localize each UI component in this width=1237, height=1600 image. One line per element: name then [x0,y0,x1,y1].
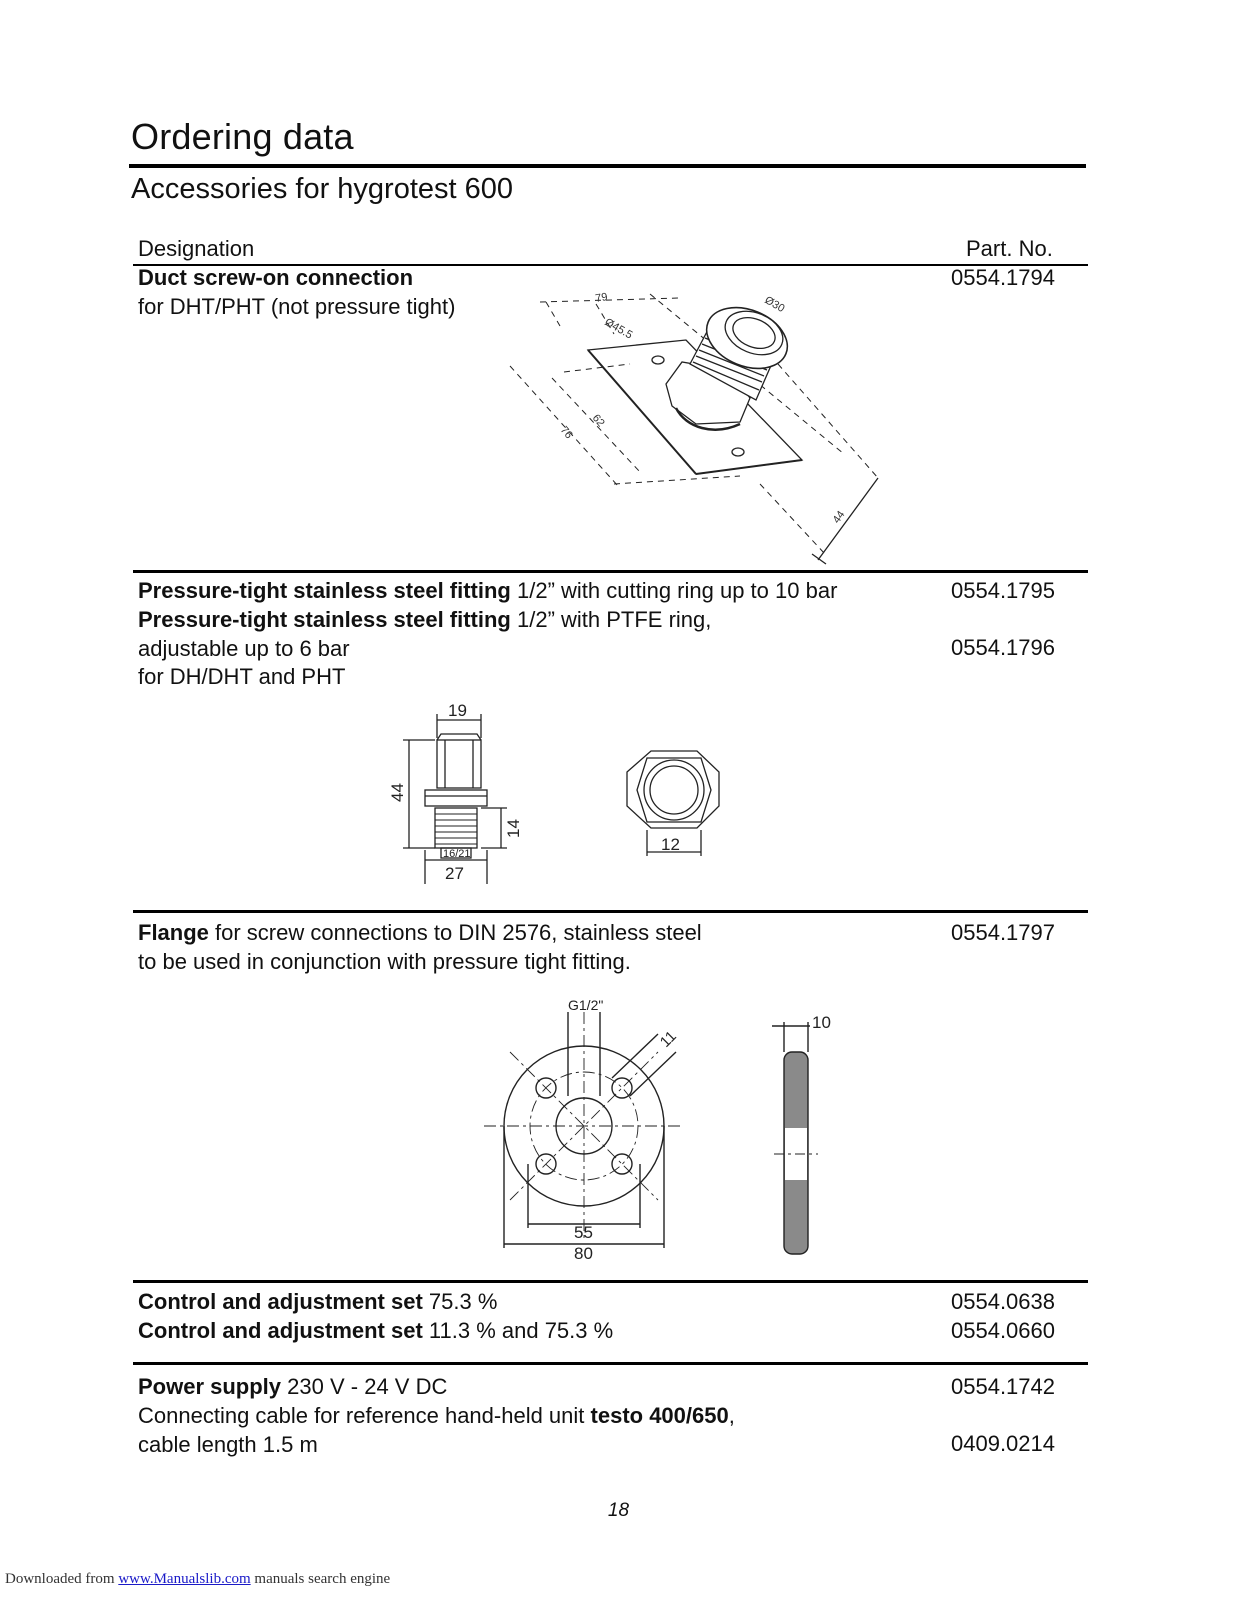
svg-text:11: 11 [656,1027,680,1051]
item-control-set-11-75: Control and adjustment set 11.3 % and 75.3 % [138,1318,614,1343]
item-pressure-fitting-ptfe: Pressure-tight stainless steel fitting 1/2” with PTFE ring, adjustable up to 6 bar for DH/DHT and PHT [138,607,712,689]
svg-text:76: 76 [557,424,575,442]
section-divider [133,910,1088,913]
part-number: 0554.1795 [951,578,1055,603]
column-header-partno: Part. No. [966,236,1053,261]
svg-text:G1/2": G1/2" [568,997,604,1013]
item-name: Pressure-tight stainless steel fitting [138,607,511,632]
page-title: Ordering data [131,116,354,157]
part-number: 0554.1742 [951,1374,1055,1399]
part-number: 0554.1797 [951,920,1055,945]
svg-text:19: 19 [448,701,467,720]
title-rule [129,164,1086,168]
pressure-fitting-drawing [385,696,735,886]
item-flange: Flange for screw connections to DIN 2576, stainless steel to be used in conjunction with pressure tight fitting. [138,920,702,974]
svg-text:10: 10 [812,1013,831,1032]
svg-text:79: 79 [594,291,609,305]
flange-drawing [480,992,840,1264]
item-power-supply: Power supply 230 V - 24 V DC [138,1374,448,1399]
section-divider [133,1362,1088,1365]
item-name: Flange [138,920,209,945]
svg-text:62: 62 [589,412,607,430]
part-number: 0554.1794 [951,265,1055,290]
svg-text:14: 14 [504,819,523,838]
duct-screw-on-connection-drawing [500,278,890,570]
item-duct-connection [138,264,455,321]
section-divider [133,570,1088,573]
page-number: 18 [607,1500,630,1521]
download-footer: Downloaded from www.Manualslib.com manuals search engine [5,1571,391,1587]
item-name: Power supply [138,1374,282,1399]
svg-text:44: 44 [388,783,407,802]
item-name: testo 400/650 [590,1403,729,1428]
part-number: 0554.0638 [951,1289,1055,1314]
item-name: Pressure-tight stainless steel fitting [138,578,511,603]
part-number: 0554.0660 [951,1318,1055,1343]
section-divider [133,1280,1088,1283]
item-control-set-75: Control and adjustment set 75.3 % [138,1289,498,1314]
svg-text:27: 27 [445,864,464,883]
svg-text:55: 55 [574,1223,593,1242]
item-name: Control and adjustment set [138,1318,423,1343]
item-name: Duct screw-on connection [138,265,414,290]
svg-text:Ø45.5: Ø45.5 [602,316,635,342]
item-connecting-cable: Connecting cable for reference hand-held unit testo 400/650, cable length 1.5 m [138,1403,735,1457]
part-number: 0554.1796 [951,635,1055,660]
column-header-designation: Designation [138,236,255,261]
svg-text:44: 44 [830,508,848,526]
svg-text:12: 12 [661,835,680,854]
manualslib-link[interactable]: www.Manualslib.com [118,1571,251,1587]
item-description: for DHT/PHT (not pressure tight) [138,293,456,319]
svg-text:80: 80 [574,1244,593,1263]
item-pressure-fitting-cutting-ring: Pressure-tight stainless steel fitting 1/2” with cutting ring up to 10 bar [138,578,838,603]
part-number: 0409.0214 [951,1431,1055,1456]
svg-text:16/21: 16/21 [443,848,471,860]
section-title: Accessories for hygrotest 600 [131,173,514,205]
svg-text:Ø30: Ø30 [762,294,787,315]
item-name: Control and adjustment set [138,1289,423,1314]
